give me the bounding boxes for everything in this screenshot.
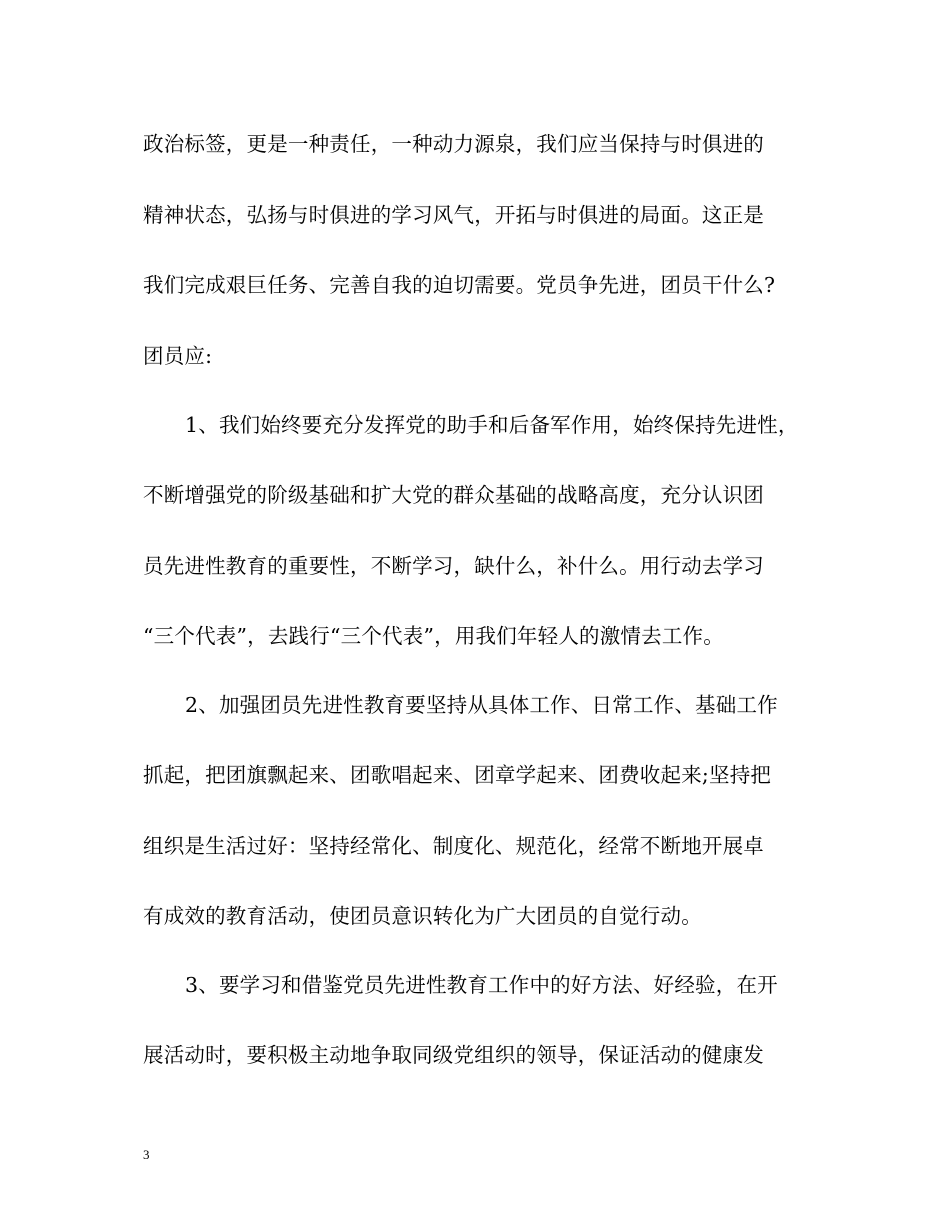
text-line-8: “三个代表”，去践行“三个代表”，用我们年轻人的激情去工作。	[143, 624, 724, 648]
text-line-2: 精神状态，弘扬与时俱进的学习风气，开拓与时俱进的局面。这正是	[143, 203, 764, 227]
paragraph-1-start: 1、我们始终要充分发挥党的助手和后备军作用，始终保持先进性，	[185, 413, 799, 437]
text-line-3: 我们完成艰巨任务、完善自我的迫切需要。党员争先进，团员干什么?	[143, 273, 776, 297]
text-line-12: 有成效的教育活动，使团员意识转化为广大团员的自觉行动。	[143, 904, 702, 928]
text-line-14: 展活动时，要积极主动地争取同级党组织的领导，保证活动的健康发	[143, 1043, 764, 1067]
page-number: 3	[143, 1147, 150, 1162]
text-line-10: 抓起，把团旗飘起来、团歌唱起来、团章学起来、团费收起来;坚持把	[143, 763, 772, 787]
paragraph-3-start: 3、要学习和借鉴党员先进性教育工作中的好方法、好经验，在开	[185, 973, 778, 997]
text-line-6: 不断增强党的阶级基础和扩大党的群众基础的战略高度，充分认识团	[143, 483, 764, 507]
text-line-11: 组织是生活过好：坚持经常化、制度化、规范化，经常不断地开展卓	[143, 834, 764, 858]
text-line-4: 团员应:	[143, 344, 213, 368]
text-line-1: 政治标签，更是一种责任，一种动力源泉，我们应当保持与时俱进的	[143, 132, 764, 156]
paragraph-2-start: 2、加强团员先进性教育要坚持从具体工作、日常工作、基础工作	[185, 693, 778, 717]
text-line-7: 员先进性教育的重要性，不断学习，缺什么，补什么。用行动去学习	[143, 554, 764, 578]
